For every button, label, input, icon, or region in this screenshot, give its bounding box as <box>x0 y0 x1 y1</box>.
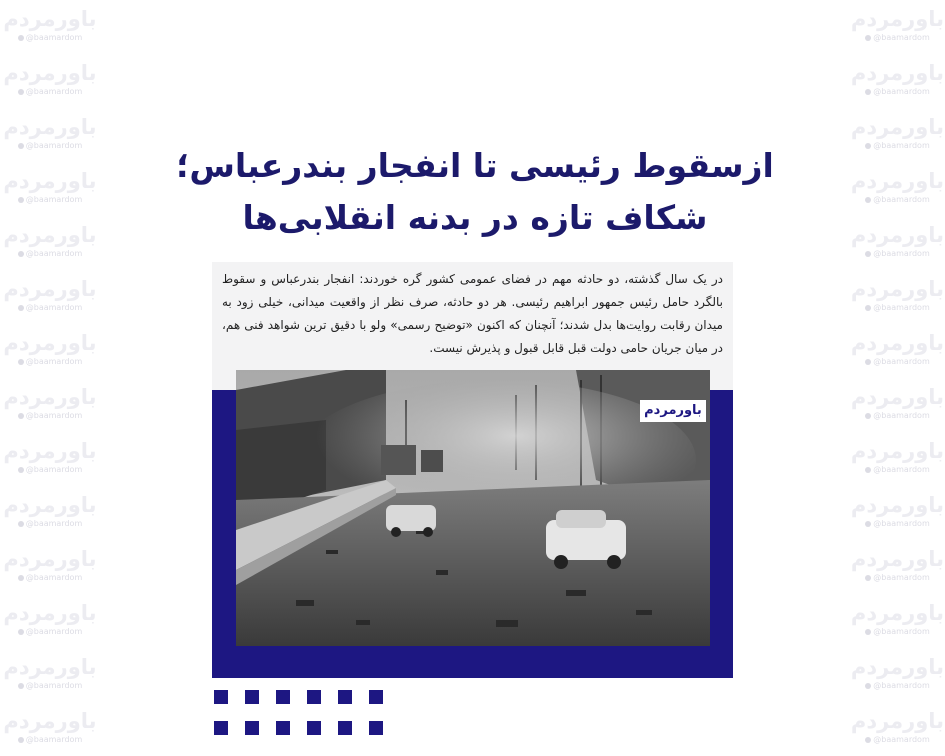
watermark-handle: @baamardom <box>25 303 83 312</box>
watermark-handle: @baamardom <box>873 357 930 366</box>
watermark-tile <box>0 432 100 486</box>
watermark-logo: باورمردم <box>3 61 97 85</box>
watermark-tile <box>850 648 945 702</box>
decor-dot <box>369 690 383 704</box>
article-title <box>150 140 800 244</box>
watermark-logo: باورمردم <box>3 601 97 625</box>
watermark-handle: @baamardom <box>873 519 930 528</box>
watermark-logo: باورمردم <box>3 709 97 733</box>
social-icon <box>18 35 24 41</box>
watermark-logo: باورمردم <box>850 547 945 571</box>
decor-dot <box>245 690 259 704</box>
watermark-handle: @baamardom <box>25 87 83 96</box>
social-icon <box>865 359 871 365</box>
watermark-logo: باورمردم <box>850 169 945 193</box>
social-icon <box>18 683 24 689</box>
watermark-logo: باورمردم <box>850 331 945 355</box>
watermark-tile <box>0 108 100 162</box>
social-icon <box>18 737 24 743</box>
watermark-tile <box>850 432 945 486</box>
watermark-tile <box>0 648 100 702</box>
social-icon <box>865 521 871 527</box>
watermark-logo: باورمردم <box>3 655 97 679</box>
watermark-logo: باورمردم <box>3 277 97 301</box>
watermark-column-right <box>850 0 945 756</box>
watermark-handle: @baamardom <box>25 681 83 690</box>
watermark-logo: باورمردم <box>850 655 945 679</box>
watermark-logo: باورمردم <box>3 439 97 463</box>
watermark-logo: باورمردم <box>850 601 945 625</box>
watermark-logo: باورمردم <box>850 277 945 301</box>
decorative-dot-grid <box>214 690 394 740</box>
decor-dot <box>276 690 290 704</box>
social-icon <box>18 467 24 473</box>
watermark-handle: @baamardom <box>873 573 930 582</box>
watermark-handle: @baamardom <box>25 357 83 366</box>
social-icon <box>865 197 871 203</box>
watermark-handle: @baamardom <box>25 249 83 258</box>
watermark-tile <box>850 378 945 432</box>
social-icon <box>18 305 24 311</box>
decor-dot <box>214 690 228 704</box>
watermark-logo: باورمردم <box>850 385 945 409</box>
watermark-handle: @baamardom <box>873 465 930 474</box>
watermark-tile <box>0 486 100 540</box>
watermark-handle: @baamardom <box>873 195 930 204</box>
social-icon <box>865 251 871 257</box>
watermark-tile <box>0 324 100 378</box>
social-icon <box>865 413 871 419</box>
social-icon <box>865 575 871 581</box>
social-icon <box>865 629 871 635</box>
watermark-tile <box>850 0 945 54</box>
social-icon <box>18 413 24 419</box>
watermark-logo: باورمردم <box>3 493 97 517</box>
decor-dot <box>338 721 352 735</box>
social-icon <box>865 737 871 743</box>
social-icon <box>18 629 24 635</box>
watermark-handle: @baamardom <box>873 249 930 258</box>
watermark-handle: @baamardom <box>873 87 930 96</box>
watermark-tile <box>0 702 100 756</box>
social-icon <box>18 575 24 581</box>
social-icon <box>865 35 871 41</box>
watermark-logo: باورمردم <box>3 223 97 247</box>
watermark-logo: باورمردم <box>3 115 97 139</box>
watermark-tile <box>0 270 100 324</box>
watermark-handle: @baamardom <box>873 735 930 744</box>
watermark-handle: @baamardom <box>873 141 930 150</box>
watermark-logo: باورمردم <box>850 61 945 85</box>
social-icon <box>18 89 24 95</box>
watermark-tile <box>0 0 100 54</box>
watermark-logo: باورمردم <box>3 385 97 409</box>
watermark-tile <box>0 216 100 270</box>
watermark-logo: باورمردم <box>850 439 945 463</box>
social-icon <box>18 359 24 365</box>
watermark-tile <box>850 54 945 108</box>
article-body: در یک سال گذشته، دو حادثه مهم در فضای عمومی کشور گره خوردند: انفجار بندرعباس و سقوط بالگرد حامل رئیس جمهور ابراهیم رئیسی. هر دو حادثه، صرف نظر از واقعیت میدانی، خیلی زود به میدان رقابت روایت‌ها بدل شدند؛ آنچنان که اکنون «توضیح رسمی» ولو با دقیق ترین شواهد فنی هم، در میان جریان حامی دولت قبل قابل قبول و پذیرش نیست. <box>222 272 723 355</box>
watermark-tile <box>850 594 945 648</box>
watermark-tile <box>850 324 945 378</box>
watermark-logo: باورمردم <box>850 7 945 31</box>
watermark-tile <box>850 540 945 594</box>
title-line-2: شکاف تازه در بدنه انقلابی‌ها <box>242 198 708 237</box>
watermark-handle: @baamardom <box>25 519 83 528</box>
decor-dot <box>214 721 228 735</box>
decor-dot <box>245 721 259 735</box>
social-icon <box>865 467 871 473</box>
watermark-tile <box>850 108 945 162</box>
watermark-handle: @baamardom <box>25 195 83 204</box>
watermark-tile <box>0 378 100 432</box>
watermark-tile <box>850 162 945 216</box>
watermark-logo: باورمردم <box>850 493 945 517</box>
watermark-tile <box>850 486 945 540</box>
watermark-logo: باورمردم <box>3 169 97 193</box>
photo-watermark-logo: باورمردم <box>640 400 706 422</box>
watermark-tile <box>850 702 945 756</box>
decor-dot <box>307 721 321 735</box>
social-icon <box>865 143 871 149</box>
social-icon <box>865 683 871 689</box>
watermark-logo: باورمردم <box>850 223 945 247</box>
watermark-handle: @baamardom <box>873 411 930 420</box>
watermark-handle: @baamardom <box>873 33 930 42</box>
social-icon <box>865 305 871 311</box>
social-icon <box>18 143 24 149</box>
watermark-logo: باورمردم <box>850 709 945 733</box>
social-icon <box>865 89 871 95</box>
decor-dot <box>338 690 352 704</box>
watermark-tile <box>850 270 945 324</box>
watermark-logo: باورمردم <box>850 115 945 139</box>
decor-dot <box>307 690 321 704</box>
watermark-tile <box>0 540 100 594</box>
watermark-tile <box>850 216 945 270</box>
watermark-handle: @baamardom <box>25 735 83 744</box>
watermark-tile <box>0 54 100 108</box>
watermark-tile <box>0 594 100 648</box>
watermark-logo: باورمردم <box>3 331 97 355</box>
decor-dot <box>369 721 383 735</box>
watermark-column-left <box>0 0 100 756</box>
title-line-1: ازسقوط رئیسی تا انفجار بندرعباس؛ <box>176 146 774 185</box>
social-icon <box>18 197 24 203</box>
watermark-handle: @baamardom <box>25 141 83 150</box>
watermark-handle: @baamardom <box>873 303 930 312</box>
social-icon <box>18 251 24 257</box>
watermark-handle: @baamardom <box>873 627 930 636</box>
watermark-handle: @baamardom <box>25 33 83 42</box>
watermark-logo: باورمردم <box>3 7 97 31</box>
watermark-tile <box>0 162 100 216</box>
watermark-handle: @baamardom <box>25 573 83 582</box>
explosion-aftermath-photo <box>236 370 710 646</box>
watermark-handle: @baamardom <box>25 627 83 636</box>
watermark-handle: @baamardom <box>25 411 83 420</box>
watermark-handle: @baamardom <box>25 465 83 474</box>
decor-dot <box>276 721 290 735</box>
social-icon <box>18 521 24 527</box>
watermark-handle: @baamardom <box>873 681 930 690</box>
watermark-logo: باورمردم <box>3 547 97 571</box>
